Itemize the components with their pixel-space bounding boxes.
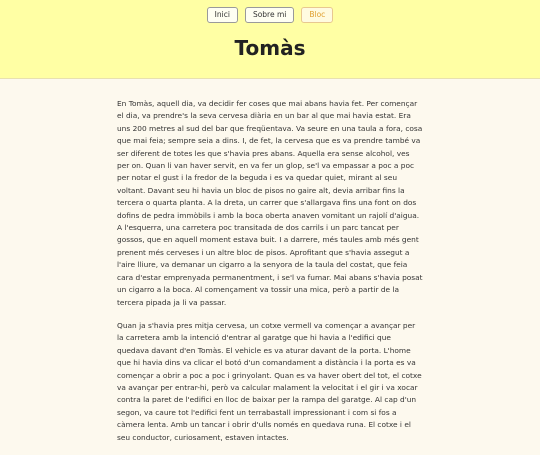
article-paragraph: En Tomàs, aquell dia, va decidir fer coses que mai abans havia fet. Per començar el dia, va prendre's la seva cervesa diària en un bar al que mai havia estat. Era uns 200 metres al sud del bar que freqüentava. Va seure en una taula a fora, cosa que mai feia; sempre seia a dins. I, de fet, la cervesa que es va prendre també va ser diferent de totes les que s'havia pres abans. Aquella era sense alcohol, ves per on. Quan li van haver servit, en va fer un glop, se'l va empassar a poc a poc per notar el gust i la fredor de la beguda i es va quedar quiet, mirant al seu voltant. Davant seu hi havia un bloc de pisos no gaire alt, devia arribar fins la tercera o quarta planta. A la dreta, un carrer que s'allargava fins una font on dos dofins de pedra immòbils i amb la boca oberta anaven vomitant un rajolí d'aigua. A l'esquerra, una carretera poc transitada de dos carrils i un parc tancat per gossos, que en aquell moment estava buit. I a darrere, més taules amb més gent prenent més cerveses i un altre bloc de pisos. Aprofitant que s'havia assegut a l'aire lliure, va demanar un cigarro a la senyora de la taula del costat, que feia cara d'estar emprenyada permanentment, i se'l va fumar. Mai abans s'havia posat un cigarro a la boca. Al començament va tossir una mica, però a partir de la tercera pipada ja li va passar. <box>117 99 423 307</box>
nav-button-bloc[interactable]: Bloc <box>301 7 333 23</box>
article-body <box>117 98 423 455</box>
page-title: Tomàs <box>234 36 306 60</box>
article-paragraph: Quan ja s'havia pres mitja cervesa, un cotxe vermell va començar a avançar per la carretera amb la intenció d'entrar al garatge que hi havia a l'edifici que quedava davant d'en Tomàs. El vehicle es va aturar davant de la porta. L'home que hi havia dins va clicar el botó d'un comandament a distància i la porta es va començar a obrir a poc a poc i grinyolant. Quan es va haver obert del tot, el cotxe va avançar per entrar-hi, però va calcular malament la velocitat i el gir i va xocar contra la paret de l'edifici en lloc de baixar per la rampa del garatge. Al cap d'un segon, va caure tot l'edifici fent un terrabastall impressionant i com si fos a càmera lenta. Amb un tancar i obrir d'ulls només en quedava runa. El cotxe i el seu conductor, curiosament, estaven intactes. <box>117 320 422 442</box>
nav-button-sobre-mi[interactable]: Sobre mi <box>245 7 294 23</box>
top-nav <box>0 7 540 23</box>
nav-button-inici[interactable]: Inici <box>207 7 238 23</box>
site-header <box>0 0 540 79</box>
